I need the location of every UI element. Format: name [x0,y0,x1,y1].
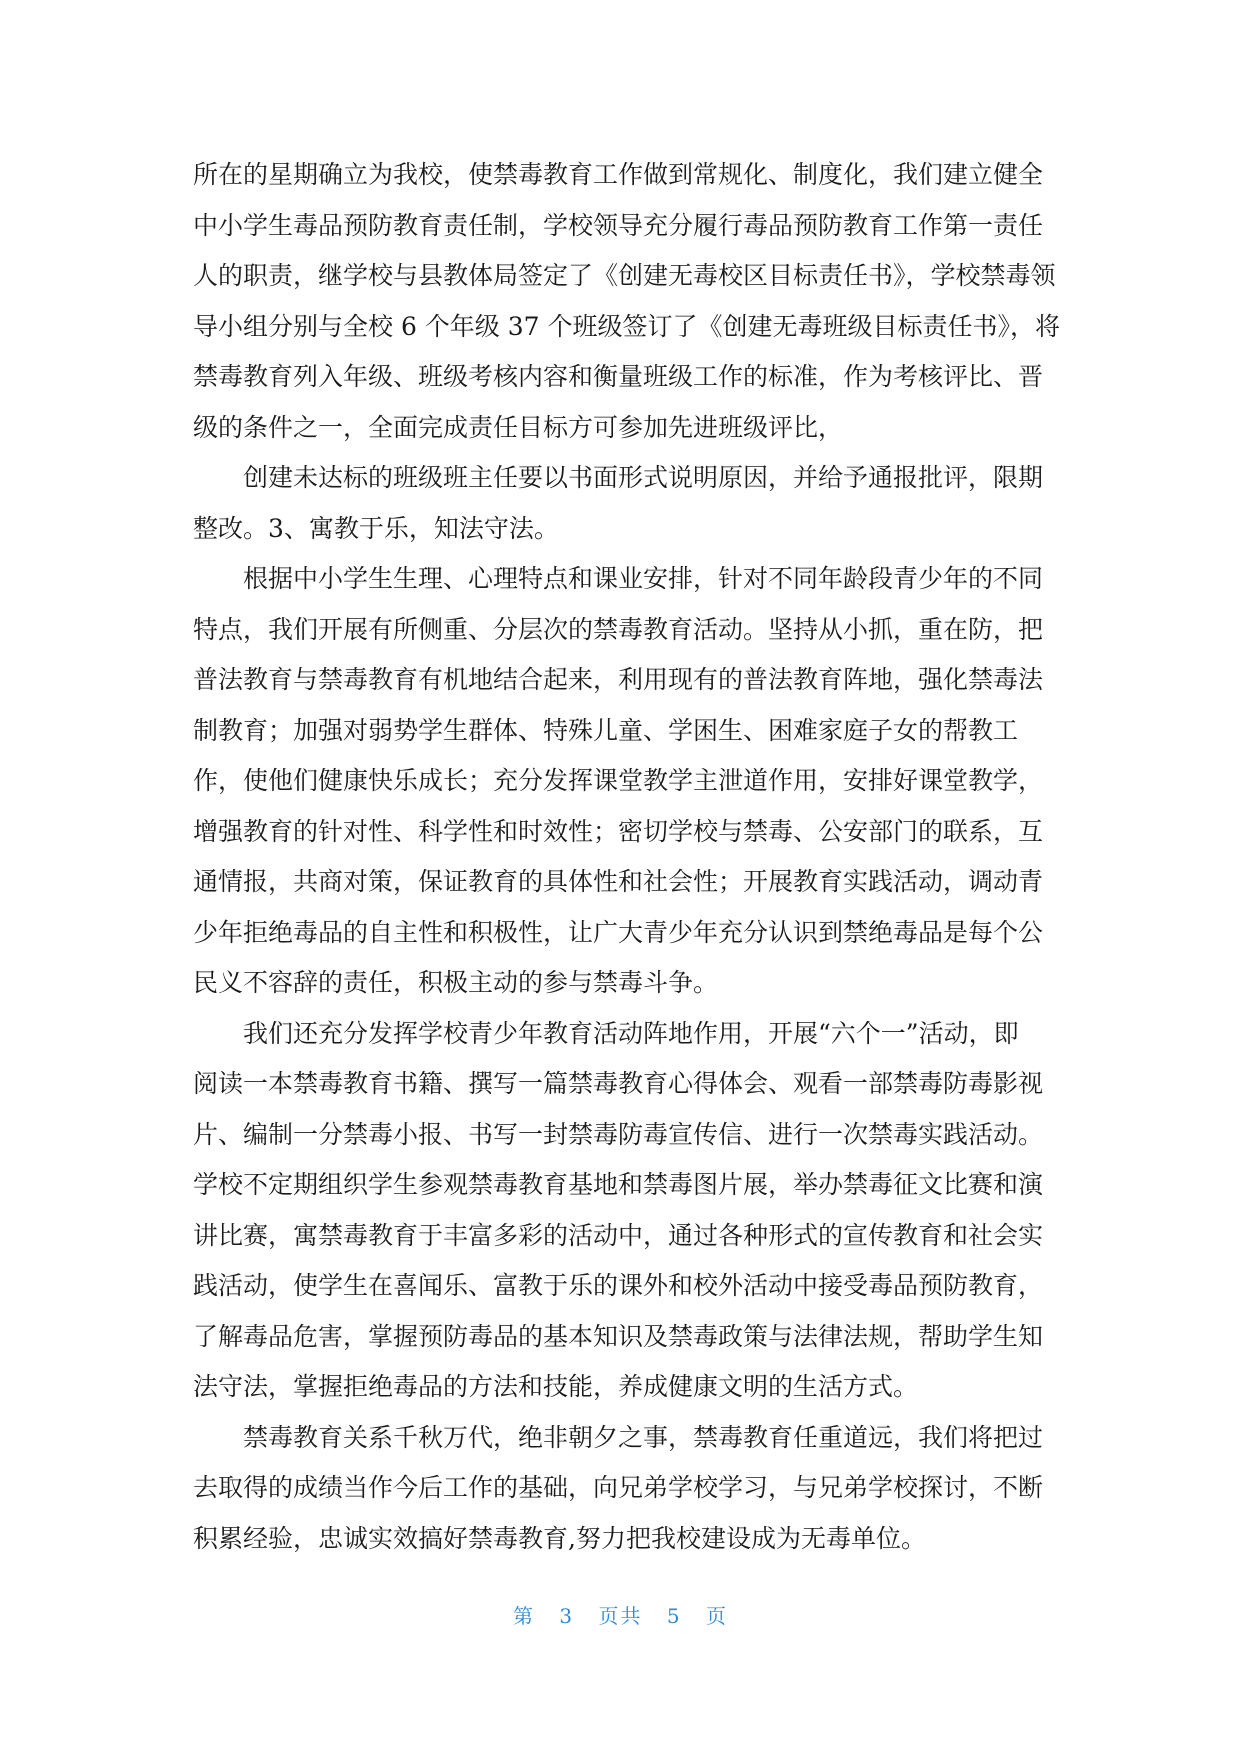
text-line: 践活动，使学生在喜闻乐、富教于乐的课外和校外活动中接受毒品预防教育， [193,1271,1044,1300]
text-line: 积累经验，忠诚实效搞好禁毒教育,努力把我校建设成为无毒单位。 [193,1523,926,1553]
text-line: 少年拒绝毒品的自主性和积极性，让广大青少年充分认识到禁绝毒品是每个公 [193,917,1044,947]
total-page-number: 5 [666,1604,682,1628]
text-line: 禁毒教育关系千秋万代，绝非朝夕之事，禁毒教育任重道远，我们将把过 [243,1422,1044,1452]
text-line: 创建未达标的班级班主任要以书面形式说明原因，并给予通报批评，限期 [243,463,1044,492]
paragraph-4 [193,1009,1053,1413]
text-line: 禁毒教育列入年级、班级考核内容和衡量班级工作的标准，作为考核评比、晋 [193,362,1044,391]
page-number-prefix: 第 [513,1604,536,1628]
text-line: 我们还充分发挥学校青少年教育活动阵地作用，开展“六个一”活动，即 [243,1018,1019,1048]
text-line: 通情报，共商对策，保证教育的具体性和社会性；开展教育实践活动，调动青 [193,867,1044,896]
text-line: 人的职责，继学校与县教体局签定了《创建无毒校区目标责任书》，学校禁毒领 [193,261,1056,290]
text-line: 民义不容辞的责任，积极主动的参与禁毒斗争。 [193,968,719,997]
page-number-suffix: 页 [705,1604,728,1628]
current-page-number: 3 [559,1604,575,1628]
text-line: 讲比赛，寓禁毒教育于丰富多彩的活动中，通过各种形式的宣传教育和社会实 [193,1220,1044,1250]
page-number-middle: 页共 [598,1604,643,1628]
text-line: 普法教育与禁毒教育有机地结合起来，利用现有的普法教育阵地，强化禁毒法 [193,665,1044,694]
paragraph-2 [193,453,1053,554]
text-line: 中小学生毒品预防教育责任制，学校领导充分履行毒品预防教育工作第一责任 [193,210,1044,240]
paragraph-5 [193,1413,1053,1565]
text-line: 阅读一本禁毒教育书籍、撰写一篇禁毒教育心得体会、观看一部禁毒防毒影视 [193,1069,1044,1098]
text-line: 导小组分别与全校 6 个年级 37 个班级签订了《创建无毒班级目标责任书》，将 [193,311,1061,341]
text-line: 增强教育的针对性、科学性和时效性；密切学校与禁毒、公安部门的联系，互 [193,816,1044,846]
text-line: 根据中小学生生理、心理特点和课业安排，针对不同年龄段青少年的不同 [243,564,1044,593]
text-line: 去取得的成绩当作今后工作的基础，向兄弟学校学习，与兄弟学校探讨，不断 [193,1473,1044,1502]
text-line: 制教育；加强对弱势学生群体、特殊儿童、学困生、困难家庭子女的帮教工 [193,715,1019,745]
text-line: 作，使他们健康快乐成长；充分发挥课堂教学主泄道作用，安排好课堂教学， [193,766,1044,795]
paragraph-1 [193,150,1061,453]
text-line: 所在的星期确立为我校，使禁毒教育工作做到常规化、制度化，我们建立健全 [193,160,1044,189]
text-line: 片、编制一分禁毒小报、书写一封禁毒防毒宣传信、进行一次禁毒实践活动。 [193,1119,1044,1149]
document-body [193,150,1061,1564]
text-line: 整改。3、寓教于乐，知法守法。 [193,513,559,543]
page-footer [0,1600,1241,1629]
paragraph-3 [193,554,1053,1009]
text-line: 学校不定期组织学生参观禁毒教育基地和禁毒图片展，举办禁毒征文比赛和演 [193,1170,1044,1199]
text-line: 法守法，掌握拒绝毒品的方法和技能，养成健康文明的生活方式。 [193,1372,919,1401]
text-line: 了解毒品危害，掌握预防毒品的基本知识及禁毒政策与法律法规，帮助学生知 [193,1321,1044,1351]
text-line: 级的条件之一，全面完成责任目标方可参加先进班级评比， [193,412,844,442]
text-line: 特点，我们开展有所侧重、分层次的禁毒教育活动。坚持从小抓，重在防，把 [193,614,1044,644]
